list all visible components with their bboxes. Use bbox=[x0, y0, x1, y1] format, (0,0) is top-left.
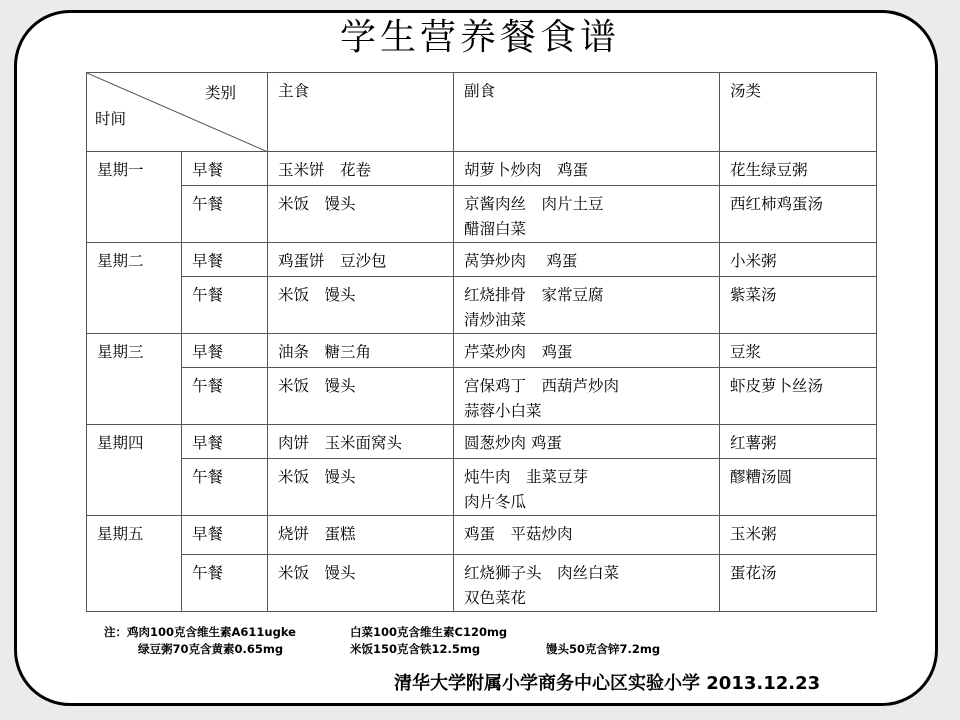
side-dish-cell bbox=[454, 334, 720, 368]
staple-cell: 米饭 馒头 bbox=[268, 277, 454, 334]
day-cell: 星期二 bbox=[87, 243, 182, 277]
side-dish-line: 炖牛肉 韭菜豆芽 bbox=[464, 468, 589, 486]
column-header-soup: 汤类 bbox=[720, 73, 877, 152]
meal-row bbox=[87, 555, 877, 612]
side-dish-line: 芹菜炒肉 鸡蛋 bbox=[464, 343, 573, 361]
soup-cell: 醪糟汤圆 bbox=[720, 459, 877, 516]
note-chicken: 注：鸡肉100克含维生素A611ugke bbox=[104, 625, 296, 639]
side-dish-line: 醋溜白菜 bbox=[464, 220, 527, 238]
diagonal-header-cell bbox=[87, 73, 268, 152]
note-rice: 米饭150克含铁12.5mg bbox=[350, 642, 481, 656]
day-cell: 星期四 bbox=[87, 425, 182, 459]
staple-cell: 米饭 馒头 bbox=[268, 186, 454, 243]
header-row bbox=[87, 73, 877, 152]
note-steamed-bun: 馒头50克含锌7.2mg bbox=[546, 642, 661, 656]
day-cell bbox=[87, 186, 182, 243]
meal-row bbox=[87, 243, 877, 277]
meal-type-cell: 午餐 bbox=[182, 186, 268, 243]
side-dish-line: 鸡蛋 平菇炒肉 bbox=[464, 525, 573, 543]
column-header-side: 副食 bbox=[454, 73, 720, 152]
side-dish-line: 圆葱炒肉 鸡蛋 bbox=[464, 434, 562, 452]
side-dish-cell bbox=[454, 555, 720, 612]
soup-cell: 紫菜汤 bbox=[720, 277, 877, 334]
day-cell: 星期三 bbox=[87, 334, 182, 368]
soup-cell: 小米粥 bbox=[720, 243, 877, 277]
side-dish-line: 红烧排骨 家常豆腐 bbox=[464, 286, 604, 304]
staple-cell: 米饭 馒头 bbox=[268, 368, 454, 425]
meal-row bbox=[87, 334, 877, 368]
day-cell bbox=[87, 459, 182, 516]
side-dish-cell bbox=[454, 277, 720, 334]
side-dish-cell bbox=[454, 425, 720, 459]
soup-cell: 花生绿豆粥 bbox=[720, 152, 877, 186]
meal-row bbox=[87, 516, 877, 555]
side-dish-line: 清炒油菜 bbox=[464, 311, 527, 329]
side-dish-line: 肉片冬瓜 bbox=[464, 493, 527, 511]
side-dish-line: 红烧狮子头 肉丝白菜 bbox=[464, 564, 620, 582]
soup-cell: 西红柿鸡蛋汤 bbox=[720, 186, 877, 243]
meal-row bbox=[87, 186, 877, 243]
staple-cell: 米饭 馒头 bbox=[268, 459, 454, 516]
column-header-staple: 主食 bbox=[268, 73, 454, 152]
side-dish-line: 莴笋炒肉 鸡蛋 bbox=[464, 252, 578, 270]
meal-type-cell: 早餐 bbox=[182, 243, 268, 277]
soup-cell: 红薯粥 bbox=[720, 425, 877, 459]
day-cell bbox=[87, 277, 182, 334]
note-mungbean: 绿豆粥70克含黄素0.65mg bbox=[138, 642, 284, 656]
meal-type-cell: 午餐 bbox=[182, 555, 268, 612]
staple-cell: 肉饼 玉米面窝头 bbox=[268, 425, 454, 459]
staple-cell: 米饭 馒头 bbox=[268, 555, 454, 612]
day-cell bbox=[87, 368, 182, 425]
meal-type-cell: 早餐 bbox=[182, 152, 268, 186]
meal-type-cell: 午餐 bbox=[182, 459, 268, 516]
day-cell: 星期五 bbox=[87, 516, 182, 555]
side-dish-cell bbox=[454, 516, 720, 555]
category-label: 类别 bbox=[205, 84, 237, 102]
footer-school-date: 清华大学附属小学商务中心区实验小学 2013.12.23 bbox=[394, 673, 821, 694]
meal-type-cell: 午餐 bbox=[182, 368, 268, 425]
page-title: 学生营养餐食谱 bbox=[339, 17, 620, 58]
meal-row bbox=[87, 459, 877, 516]
side-dish-cell bbox=[454, 243, 720, 277]
side-dish-line: 双色菜花 bbox=[464, 589, 527, 607]
soup-cell: 豆浆 bbox=[720, 334, 877, 368]
staple-cell: 油条 糖三角 bbox=[268, 334, 454, 368]
soup-cell: 蛋花汤 bbox=[720, 555, 877, 612]
staple-cell: 玉米饼 花卷 bbox=[268, 152, 454, 186]
soup-cell: 玉米粥 bbox=[720, 516, 877, 555]
meal-row bbox=[87, 425, 877, 459]
staple-cell: 烧饼 蛋糕 bbox=[268, 516, 454, 555]
meal-type-cell: 早餐 bbox=[182, 516, 268, 555]
meal-row bbox=[87, 277, 877, 334]
side-dish-line: 蒜蓉小白菜 bbox=[464, 402, 542, 420]
staple-cell: 鸡蛋饼 豆沙包 bbox=[268, 243, 454, 277]
time-label: 时间 bbox=[95, 110, 127, 128]
meal-row bbox=[87, 152, 877, 186]
side-dish-cell bbox=[454, 459, 720, 516]
side-dish-line: 宫保鸡丁 西葫芦炒肉 bbox=[464, 377, 620, 395]
meal-type-cell: 早餐 bbox=[182, 334, 268, 368]
side-dish-cell bbox=[454, 186, 720, 243]
meal-row bbox=[87, 368, 877, 425]
note-cabbage: 白菜100克含维生素C120mg bbox=[350, 625, 508, 639]
side-dish-line: 京酱肉丝 肉片土豆 bbox=[464, 195, 604, 213]
meal-type-cell: 早餐 bbox=[182, 425, 268, 459]
meal-type-cell: 午餐 bbox=[182, 277, 268, 334]
menu-table bbox=[86, 72, 877, 612]
side-dish-line: 胡萝卜炒肉 鸡蛋 bbox=[464, 161, 589, 179]
side-dish-cell bbox=[454, 152, 720, 186]
day-cell: 星期一 bbox=[87, 152, 182, 186]
day-cell bbox=[87, 555, 182, 612]
soup-cell: 虾皮萝卜丝汤 bbox=[720, 368, 877, 425]
side-dish-cell bbox=[454, 368, 720, 425]
